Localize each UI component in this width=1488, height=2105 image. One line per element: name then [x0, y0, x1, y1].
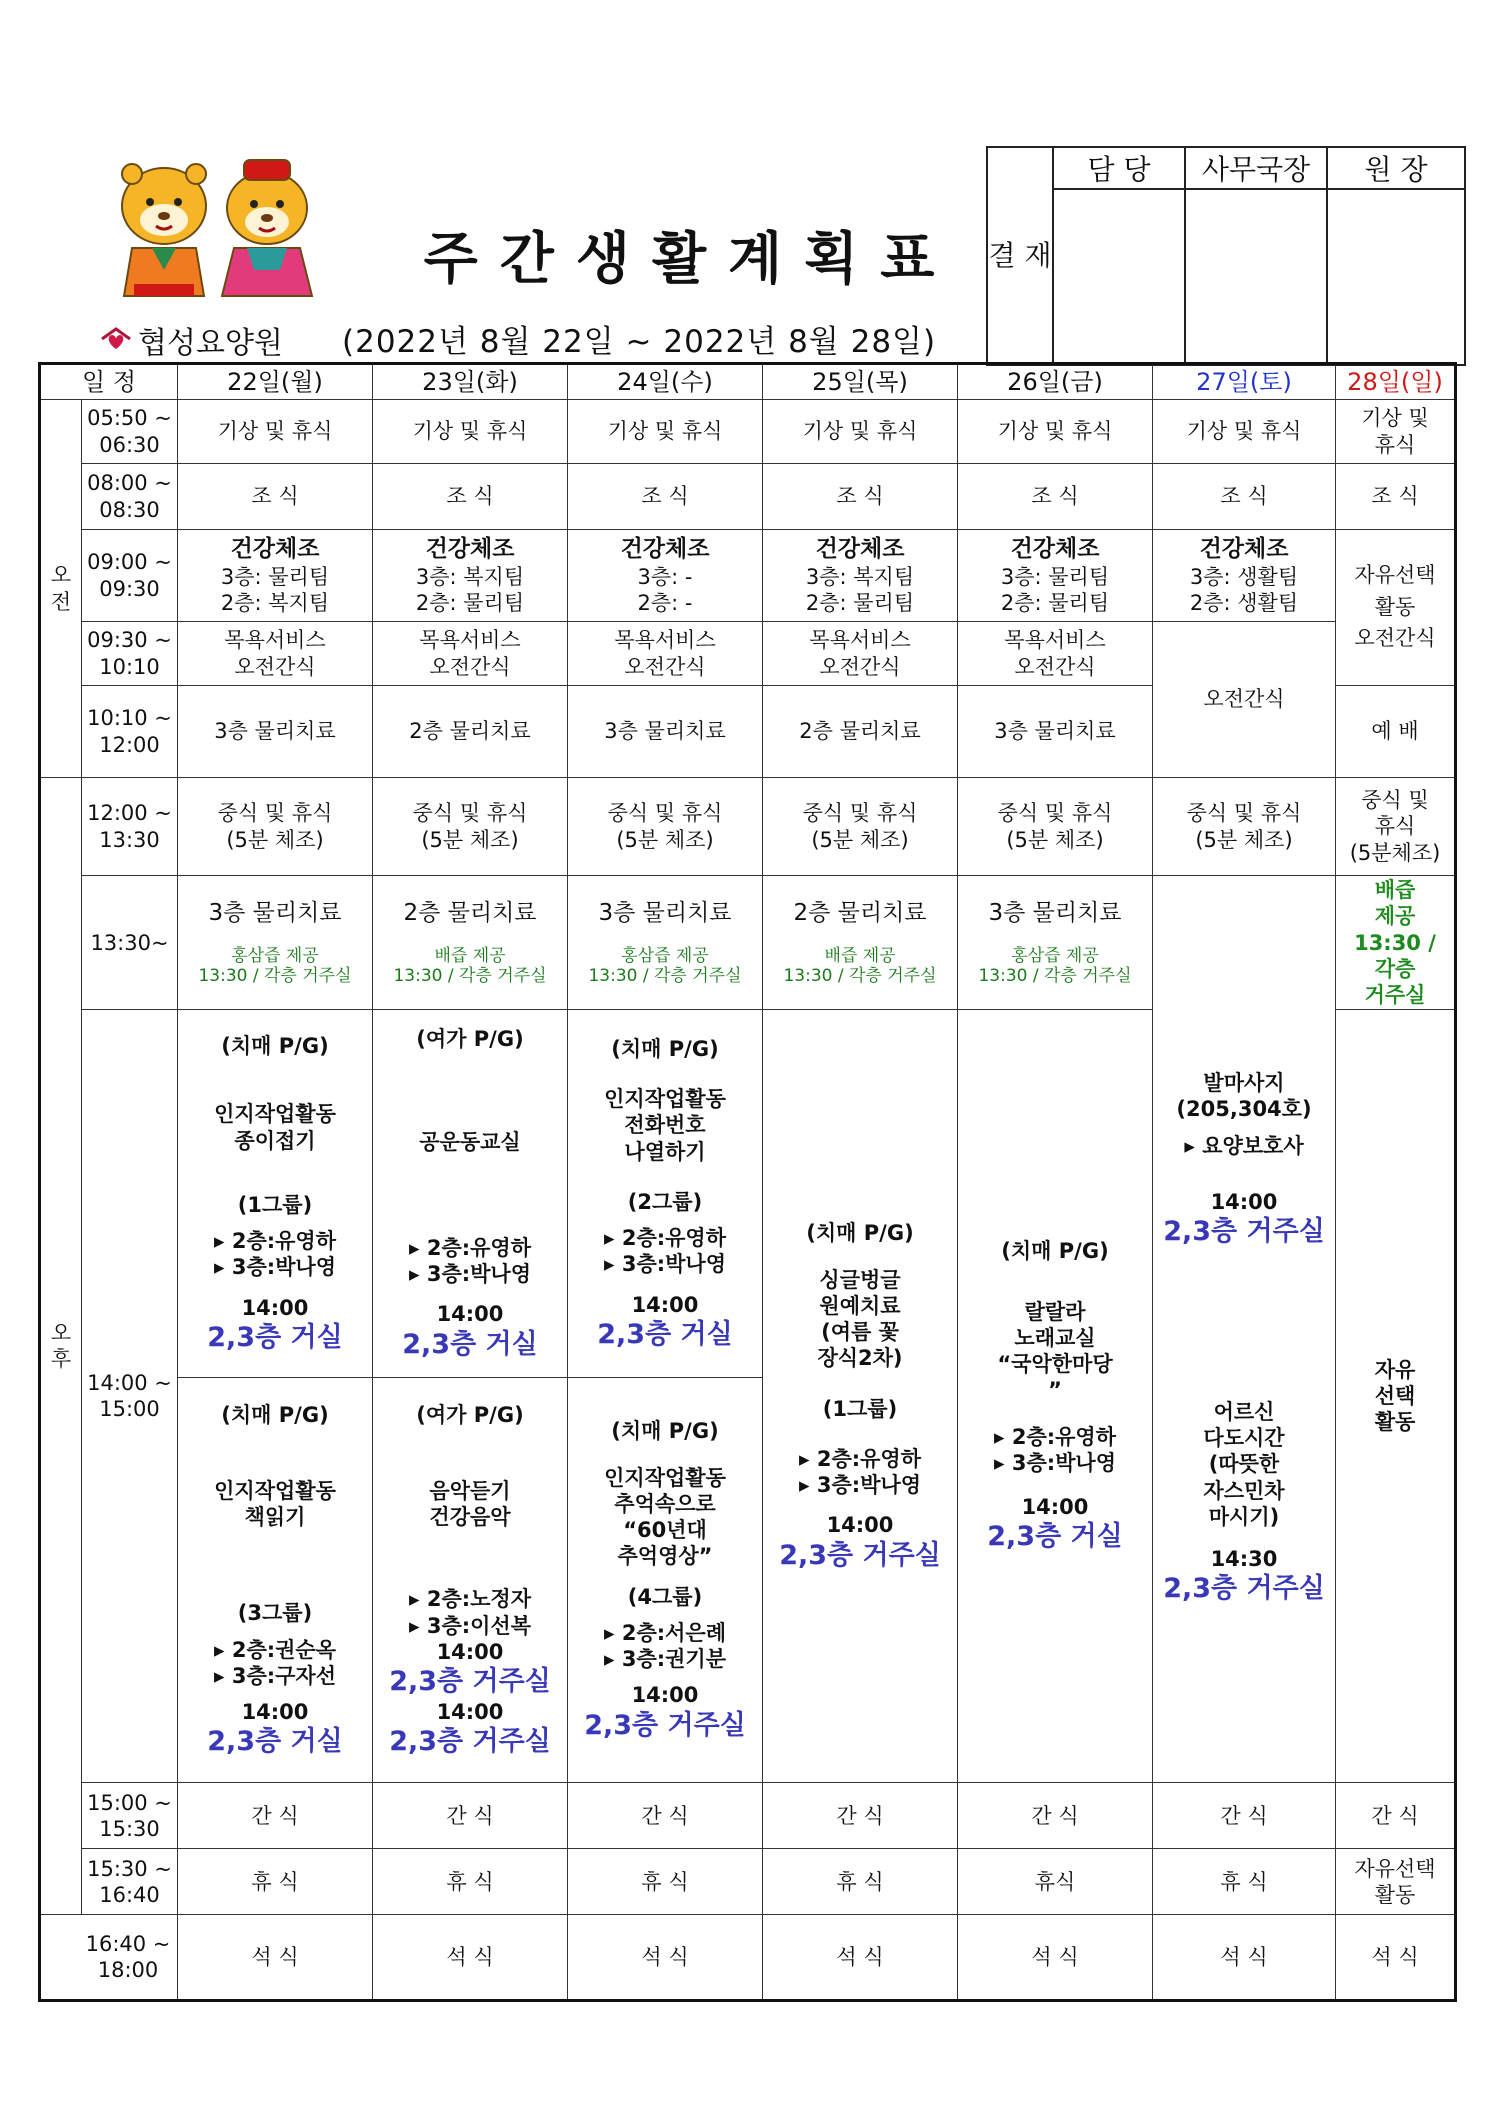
weekly-schedule-table	[38, 362, 1457, 2002]
cell-snack: 간 식	[958, 1783, 1153, 1849]
cell-dinner: 석 식	[178, 1915, 373, 2001]
approval-side-label: 결 재	[987, 147, 1053, 365]
time-cell: 13:30~	[82, 876, 178, 1010]
cell-dinner: 석 식	[373, 1915, 568, 2001]
cell-exercise-fri: 건강체조 3층: 물리팀 2층: 물리팀	[958, 530, 1153, 622]
day-header-mon: 22일(월)	[178, 364, 373, 400]
cell-pt: 3층 물리치료	[958, 686, 1153, 778]
cell-rest: 휴 식	[568, 1849, 763, 1915]
cell-program-wed-2: (치매 P/G) 인지작업활동 추억속으로 “60년대 추억영상” (4그룹) ▸ 2층:서은례 ▸ 3층:권기분 14:00 2,3층 거주실	[568, 1378, 763, 1783]
cell-wake: 기상 및 휴식	[1153, 400, 1336, 464]
cell-pt: 3층 물리치료	[568, 686, 763, 778]
cell-lunch-sun: 중식 및 휴식 (5분체조)	[1336, 778, 1456, 876]
row-dinner	[40, 1915, 1456, 2001]
cell-snack: 간 식	[1336, 1783, 1456, 1849]
day-header-thu: 25일(목)	[763, 364, 958, 400]
day-header-row	[40, 364, 1456, 400]
cell-snack: 간 식	[373, 1783, 568, 1849]
cell-lunch: 중식 및 휴식 (5분 체조)	[1153, 778, 1336, 876]
cell-lunch: 중식 및 휴식 (5분 체조)	[178, 778, 373, 876]
cell-worship: 예 배	[1336, 686, 1456, 778]
time-cell: 12:00 ~ 13:30	[82, 778, 178, 876]
organization-name	[100, 318, 283, 362]
cell-pt: 2층 물리치료	[373, 686, 568, 778]
time-cell: 08:00 ~ 08:30	[82, 464, 178, 530]
row-wake	[40, 400, 1456, 464]
cell-program-mon-2: (치매 P/G) 인지작업활동 책읽기 (3그룹) ▸ 2층:권순옥 ▸ 3층:구자선 14:00 2,3층 거실	[178, 1378, 373, 1783]
approval-staff-box[interactable]	[1053, 189, 1185, 365]
cell-breakfast: 조 식	[958, 464, 1153, 530]
row-bath	[40, 622, 1456, 686]
cell-sun-morning: 자유선택 활동 오전간식	[1336, 530, 1456, 686]
row-breakfast	[40, 464, 1456, 530]
cell-bath-fri: 목욕서비스 오전간식	[958, 622, 1153, 686]
cell-program-sat: 발마사지 (205,304호) ▸ 요양보호사 14:00 2,3층 거주실 어르신 다도시간 (따뜻한 자스민차 마시기) 14:30 2,3층 거주실	[1153, 876, 1336, 1783]
row-exercise	[40, 530, 1456, 622]
row-lunch	[40, 778, 1456, 876]
cell-exercise-tue: 건강체조 3층: 복지팀 2층: 물리팀	[373, 530, 568, 622]
cell-lunch: 중식 및 휴식 (5분 체조)	[568, 778, 763, 876]
cell-breakfast: 조 식	[178, 464, 373, 530]
day-header-sat: 27일(토)	[1153, 364, 1336, 400]
approval-director-header: 원 장	[1327, 147, 1465, 189]
cell-exercise-mon: 건강체조 3층: 물리팀 2층: 복지팀	[178, 530, 373, 622]
cell-dinner: 석 식	[763, 1915, 958, 2001]
cell-snack: 간 식	[763, 1783, 958, 1849]
cell-pt: 2층 물리치료	[763, 686, 958, 778]
cell-program-wed-1: (치매 P/G) 인지작업활동 전화번호 나열하기 (2그룹) ▸ 2층:유영하 ▸ 3층:박나영 14:00 2,3층 거실	[568, 1010, 763, 1378]
cell-rest: 휴 식	[373, 1849, 568, 1915]
page-header	[0, 0, 1488, 360]
page-title: 주간생활계획표	[423, 227, 957, 292]
cell-program-thu: (치매 P/G) 싱글벙글 원예치료 (여름 꽃 장식2차) (1그룹) ▸ 2층:유영하 ▸ 3층:박나영 14:00 2,3층 거주실	[763, 1010, 958, 1783]
cell-exercise-wed: 건강체조 3층: - 2층: -	[568, 530, 763, 622]
house-heart-icon	[100, 327, 132, 353]
cell-pt-juice-fri: 3층 물리치료 홍삼즙 제공 13:30 / 각층 거주실	[958, 876, 1153, 1010]
cell-lunch: 중식 및 휴식 (5분 체조)	[373, 778, 568, 876]
cell-juice-sun: 배즙 제공 13:30 / 각층 거주실	[1336, 876, 1456, 1010]
am-label: 오 전	[40, 400, 82, 778]
cell-lunch: 중식 및 휴식 (5분 체조)	[763, 778, 958, 876]
pm-label: 오 후	[40, 778, 82, 1915]
approval-secretary-header: 사무국장	[1185, 147, 1327, 189]
approval-secretary-box[interactable]	[1185, 189, 1327, 365]
cell-dinner: 석 식	[1153, 1915, 1336, 2001]
cell-sat-am-snack: 오전간식	[1153, 622, 1336, 778]
row-pt-afternoon	[40, 876, 1456, 1010]
cell-exercise-sat: 건강체조 3층: 생활팀 2층: 생활팀	[1153, 530, 1336, 622]
time-cell: 09:30 ~ 10:10	[82, 622, 178, 686]
time-cell: 14:00 ~ 15:00	[82, 1010, 178, 1783]
day-header-wed: 24일(수)	[568, 364, 763, 400]
cell-rest: 휴식	[958, 1849, 1153, 1915]
cell-exercise-thu: 건강체조 3층: 복지팀 2층: 물리팀	[763, 530, 958, 622]
cell-snack: 간 식	[1153, 1783, 1336, 1849]
cell-bath-thu: 목욕서비스 오전간식	[763, 622, 958, 686]
cell-wake: 기상 및 휴식	[958, 400, 1153, 464]
cell-snack: 간 식	[178, 1783, 373, 1849]
cell-program-tue-2: (여가 P/G) 음악듣기 건강음악 ▸ 2층:노정자 ▸ 3층:이선복 14:00 2,3층 거주실 14:00 2,3층 거주실	[373, 1378, 568, 1783]
cell-bath-tue: 목욕서비스 오전간식	[373, 622, 568, 686]
cell-wake: 기상 및 휴식	[373, 400, 568, 464]
day-header-fri: 26일(금)	[958, 364, 1153, 400]
time-cell: 15:00 ~ 15:30	[82, 1783, 178, 1849]
cell-wake-sun: 기상 및 휴식	[1336, 400, 1456, 464]
approval-box	[986, 146, 1466, 366]
row-snack	[40, 1783, 1456, 1849]
cell-free-activity-sun: 자유 선택 활동	[1336, 1010, 1456, 1783]
schedule-label: 일 정	[40, 364, 178, 400]
day-header-tue: 23일(화)	[373, 364, 568, 400]
time-cell: 16:40 ~ 18:00	[40, 1915, 178, 2001]
cell-program-tue-1: (여가 P/G) 공운동교실 ▸ 2층:유영하 ▸ 3층:박나영 14:00 2,3층 거실	[373, 1010, 568, 1378]
org-label: 협성요양원	[138, 326, 283, 361]
approval-director-box[interactable]	[1327, 189, 1465, 365]
cell-dinner: 석 식	[568, 1915, 763, 2001]
cell-breakfast: 조 식	[763, 464, 958, 530]
cell-snack: 간 식	[568, 1783, 763, 1849]
cell-program-mon-1: (치매 P/G) 인지작업활동 종이접기 (1그룹) ▸ 2층:유영하 ▸ 3층:박나영 14:00 2,3층 거실	[178, 1010, 373, 1378]
cell-dinner: 석 식	[1336, 1915, 1456, 2001]
time-cell: 10:10 ~ 12:00	[82, 686, 178, 778]
cell-pt: 3층 물리치료	[178, 686, 373, 778]
cell-pt-juice-mon: 3층 물리치료 홍삼즙 제공 13:30 / 각층 거주실	[178, 876, 373, 1010]
cell-rest: 휴 식	[178, 1849, 373, 1915]
cell-pt-juice-wed: 3층 물리치료 홍삼즙 제공 13:30 / 각층 거주실	[568, 876, 763, 1010]
cell-bath-wed: 목욕서비스 오전간식	[568, 622, 763, 686]
tiger-mascot-icon	[112, 158, 322, 298]
cell-bath-mon: 목욕서비스 오전간식	[178, 622, 373, 686]
cell-breakfast: 조 식	[568, 464, 763, 530]
cell-rest-sun: 자유선택 활동	[1336, 1849, 1456, 1915]
time-cell: 09:00 ~ 09:30	[82, 530, 178, 622]
cell-dinner: 석 식	[958, 1915, 1153, 2001]
cell-rest: 휴 식	[1153, 1849, 1336, 1915]
time-cell: 05:50 ~ 06:30	[82, 400, 178, 464]
schedule-period: (2022년 8월 22일 ~ 2022년 8월 28일)	[342, 324, 937, 360]
time-cell: 15:30 ~ 16:40	[82, 1849, 178, 1915]
cell-pt-juice-tue: 2층 물리치료 배즙 제공 13:30 / 각층 거주실	[373, 876, 568, 1010]
cell-lunch: 중식 및 휴식 (5분 체조)	[958, 778, 1153, 876]
cell-breakfast: 조 식	[1336, 464, 1456, 530]
day-header-sun: 28일(일)	[1336, 364, 1456, 400]
cell-wake: 기상 및 휴식	[568, 400, 763, 464]
cell-program-fri: (치매 P/G) 랄랄라 노래교실 “국악한마당 ” ▸ 2층:유영하 ▸ 3층:박나영 14:00 2,3층 거실	[958, 1010, 1153, 1783]
cell-wake: 기상 및 휴식	[763, 400, 958, 464]
cell-wake: 기상 및 휴식	[178, 400, 373, 464]
approval-staff-header: 담 당	[1053, 147, 1185, 189]
cell-rest: 휴 식	[763, 1849, 958, 1915]
cell-breakfast: 조 식	[1153, 464, 1336, 530]
row-rest	[40, 1849, 1456, 1915]
cell-breakfast: 조 식	[373, 464, 568, 530]
cell-pt-juice-thu: 2층 물리치료 배즙 제공 13:30 / 각층 거주실	[763, 876, 958, 1010]
